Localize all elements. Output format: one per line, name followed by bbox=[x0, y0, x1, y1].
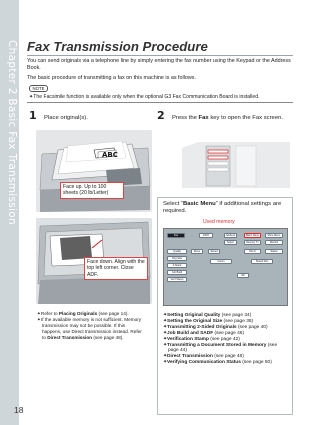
counter: 100% bbox=[199, 233, 213, 238]
list-item: ✦Setting the Original Size (see page 38) bbox=[163, 318, 254, 324]
list-item: ✦Verifying Communication Status (see page 50) bbox=[163, 360, 272, 366]
step-2-text: Press the Fax key to open the Fax screen. bbox=[172, 115, 284, 121]
page-number: 18 bbox=[14, 405, 24, 415]
basic-menu-list bbox=[163, 313, 288, 366]
direct-tx-button[interactable]: Direct bbox=[244, 249, 261, 254]
title-rule bbox=[27, 55, 293, 56]
adf-callout: Face up. Up to 100 sheets (20 lb/Letter) bbox=[60, 182, 124, 199]
note-tag: NOTE bbox=[29, 85, 48, 92]
select-button[interactable]: Select bbox=[224, 240, 237, 245]
intro-paragraph-2: The basic procedure of transmitting a fax on this machine is as follows. bbox=[27, 75, 196, 81]
verification-stamp-button[interactable]: Verif Stamp bbox=[167, 277, 187, 282]
stored-button[interactable]: Stored bbox=[208, 249, 220, 254]
chapter-sidebar bbox=[0, 0, 19, 425]
two-sided-button[interactable]: 2-Sided bbox=[167, 263, 187, 268]
more-menu-button[interactable]: More Menu bbox=[265, 233, 283, 238]
status-button[interactable]: Status bbox=[265, 249, 283, 254]
step-1-number: 1 bbox=[29, 109, 37, 122]
note-divider bbox=[27, 102, 293, 103]
step-2-number: 2 bbox=[157, 109, 165, 122]
quality-button[interactable]: Quality bbox=[167, 249, 187, 254]
control-panel-photo bbox=[172, 140, 291, 188]
adf-photo bbox=[36, 130, 152, 212]
step-1-references bbox=[37, 311, 142, 341]
basic-menu-instruction: Select “Basic Menu” if additional settings are required. bbox=[163, 201, 282, 215]
menu-button[interactable]: Menu bbox=[191, 249, 203, 254]
list-item: ✦Transmitting a Document Stored in Memory (see page 44) bbox=[163, 342, 278, 354]
ref-direct-transmission: ✦If the available memory is not sufficient. Memory transmission may not be possible. If this happens, use Direct transmission instead. Refer to Direct Transmission (see page 48). bbox=[37, 316, 142, 340]
list-item: ✦Job Build and SADF (see page 46) bbox=[163, 330, 245, 336]
page-title: Fax Transmission Procedure bbox=[27, 39, 208, 54]
stored-doc-button[interactable]: Stored Doc bbox=[251, 259, 273, 264]
memory-tx-button[interactable]: Memory Tx bbox=[244, 240, 261, 245]
comm-status-button[interactable]: Comm bbox=[210, 259, 232, 264]
glass-callout-top: Face down. Align with the top left corner. Close ADF. bbox=[84, 257, 148, 280]
adf-illustration bbox=[36, 130, 152, 212]
abc-label: ABC bbox=[102, 151, 118, 159]
list-item: ✦Setting Original Quality (see page 34) bbox=[163, 313, 252, 318]
list-item: ✦Verification Stamp (see page 42) bbox=[163, 336, 240, 342]
chapter-label: Chapter 2 Basic Fax Transmission bbox=[6, 40, 18, 225]
job-build-button[interactable]: Job Build bbox=[167, 270, 187, 275]
address-book-button[interactable]: Address bbox=[225, 234, 236, 237]
used-memory-label: Used memory bbox=[203, 219, 235, 225]
fax-tab[interactable]: Fax bbox=[167, 233, 185, 238]
ok-button[interactable]: OK bbox=[237, 273, 249, 278]
intro-paragraph: You can send originals via a telephone line by simply entering the fax number using the Keypad or the Address Book. bbox=[27, 58, 291, 72]
list-item: ✦Transmitting 2-Sided Originals (see page 40) bbox=[163, 324, 268, 330]
monitor-button[interactable]: Monitor bbox=[265, 240, 283, 245]
ref-placing-originals: ✦Refer to Placing Originals (see page 14). bbox=[37, 311, 129, 316]
note-text: ✦The Facsimile function is available only when the optional G3 Fax Communication Board is installed. bbox=[29, 94, 260, 100]
step-1-text: Place original(s). bbox=[44, 115, 88, 121]
basic-menu-button[interactable]: Basic Menu bbox=[245, 234, 260, 237]
fax-screen bbox=[163, 228, 288, 306]
original-size-button[interactable]: Orig Size bbox=[167, 256, 187, 261]
list-item: ✦Direct Transmission (see page 48) bbox=[163, 354, 244, 360]
